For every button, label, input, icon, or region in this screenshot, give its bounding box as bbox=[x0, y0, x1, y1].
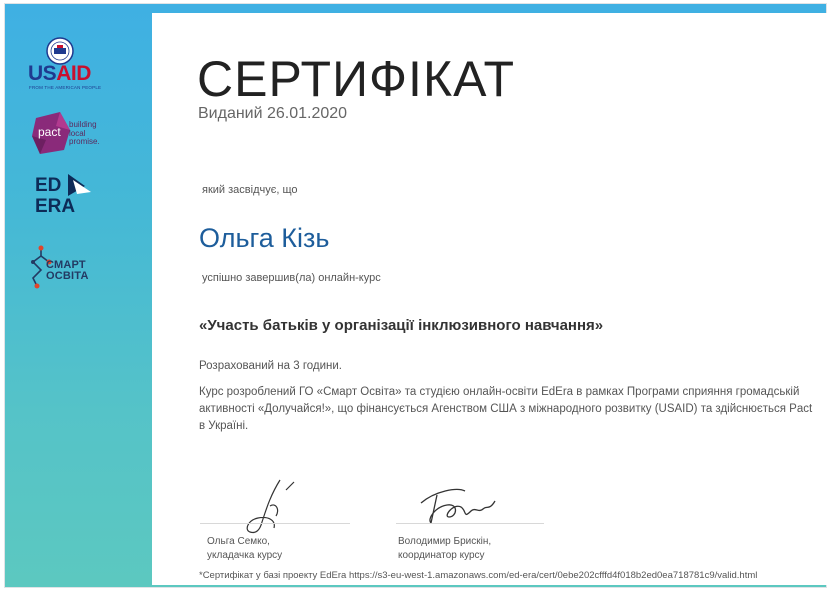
pact-wordmark: pact bbox=[38, 125, 61, 139]
certificate-title: СЕРТИФІКАТ bbox=[197, 51, 516, 107]
certifies-text: який засвідчує, що bbox=[202, 184, 298, 196]
usaid-tagline: FROM THE AMERICAN PEOPLE bbox=[29, 85, 102, 90]
completion-text: успішно завершив(ла) онлайн-курс bbox=[202, 272, 381, 284]
certificate-frame bbox=[4, 3, 827, 588]
course-title: «Участь батьків у організації інклюзивного навчання» bbox=[199, 317, 604, 334]
course-hours: Розрахований на 3 години. bbox=[199, 360, 343, 372]
edera-line2: ERA bbox=[35, 196, 76, 217]
signatory-2: Володимир Брискін, координатор курсу bbox=[398, 536, 492, 561]
usaid-seal-icon bbox=[46, 37, 74, 65]
pact-tagline: building local promise. bbox=[69, 120, 100, 146]
recipient-name: Ольга Кізь bbox=[199, 223, 330, 253]
certificate-sheet bbox=[152, 13, 828, 585]
smart-osvita-logo: СМАРТ ОСВІТА bbox=[46, 259, 89, 282]
edera-logo bbox=[35, 172, 97, 218]
verification-footer: *Сертифікат у базі проекту EdEra https://s3-eu-west-1.amazonaws.com/ed-era/cert/0ebe202cfffd4f018b2ed0ea718781c9/valid.html bbox=[199, 570, 758, 581]
edera-line1: ED bbox=[35, 175, 62, 196]
signatory-1: Ольга Семко, укладачка курсу bbox=[207, 536, 283, 561]
signature-1-line bbox=[200, 523, 350, 524]
signature-2-line bbox=[396, 523, 544, 524]
course-description: Курс розроблений ГО «Смарт Освіта» та студією онлайн-освіти EdEra в рамках Програми сприяння громадській активності «Долучайся!», що фінансується Агенством США з міжнародного розвитку (USAID) та здійснюється Pact в Україні. bbox=[199, 386, 813, 432]
issue-date: Виданий 26.01.2020 bbox=[198, 105, 348, 122]
signature-1 bbox=[240, 476, 310, 538]
usaid-logo: USAID bbox=[28, 62, 91, 85]
